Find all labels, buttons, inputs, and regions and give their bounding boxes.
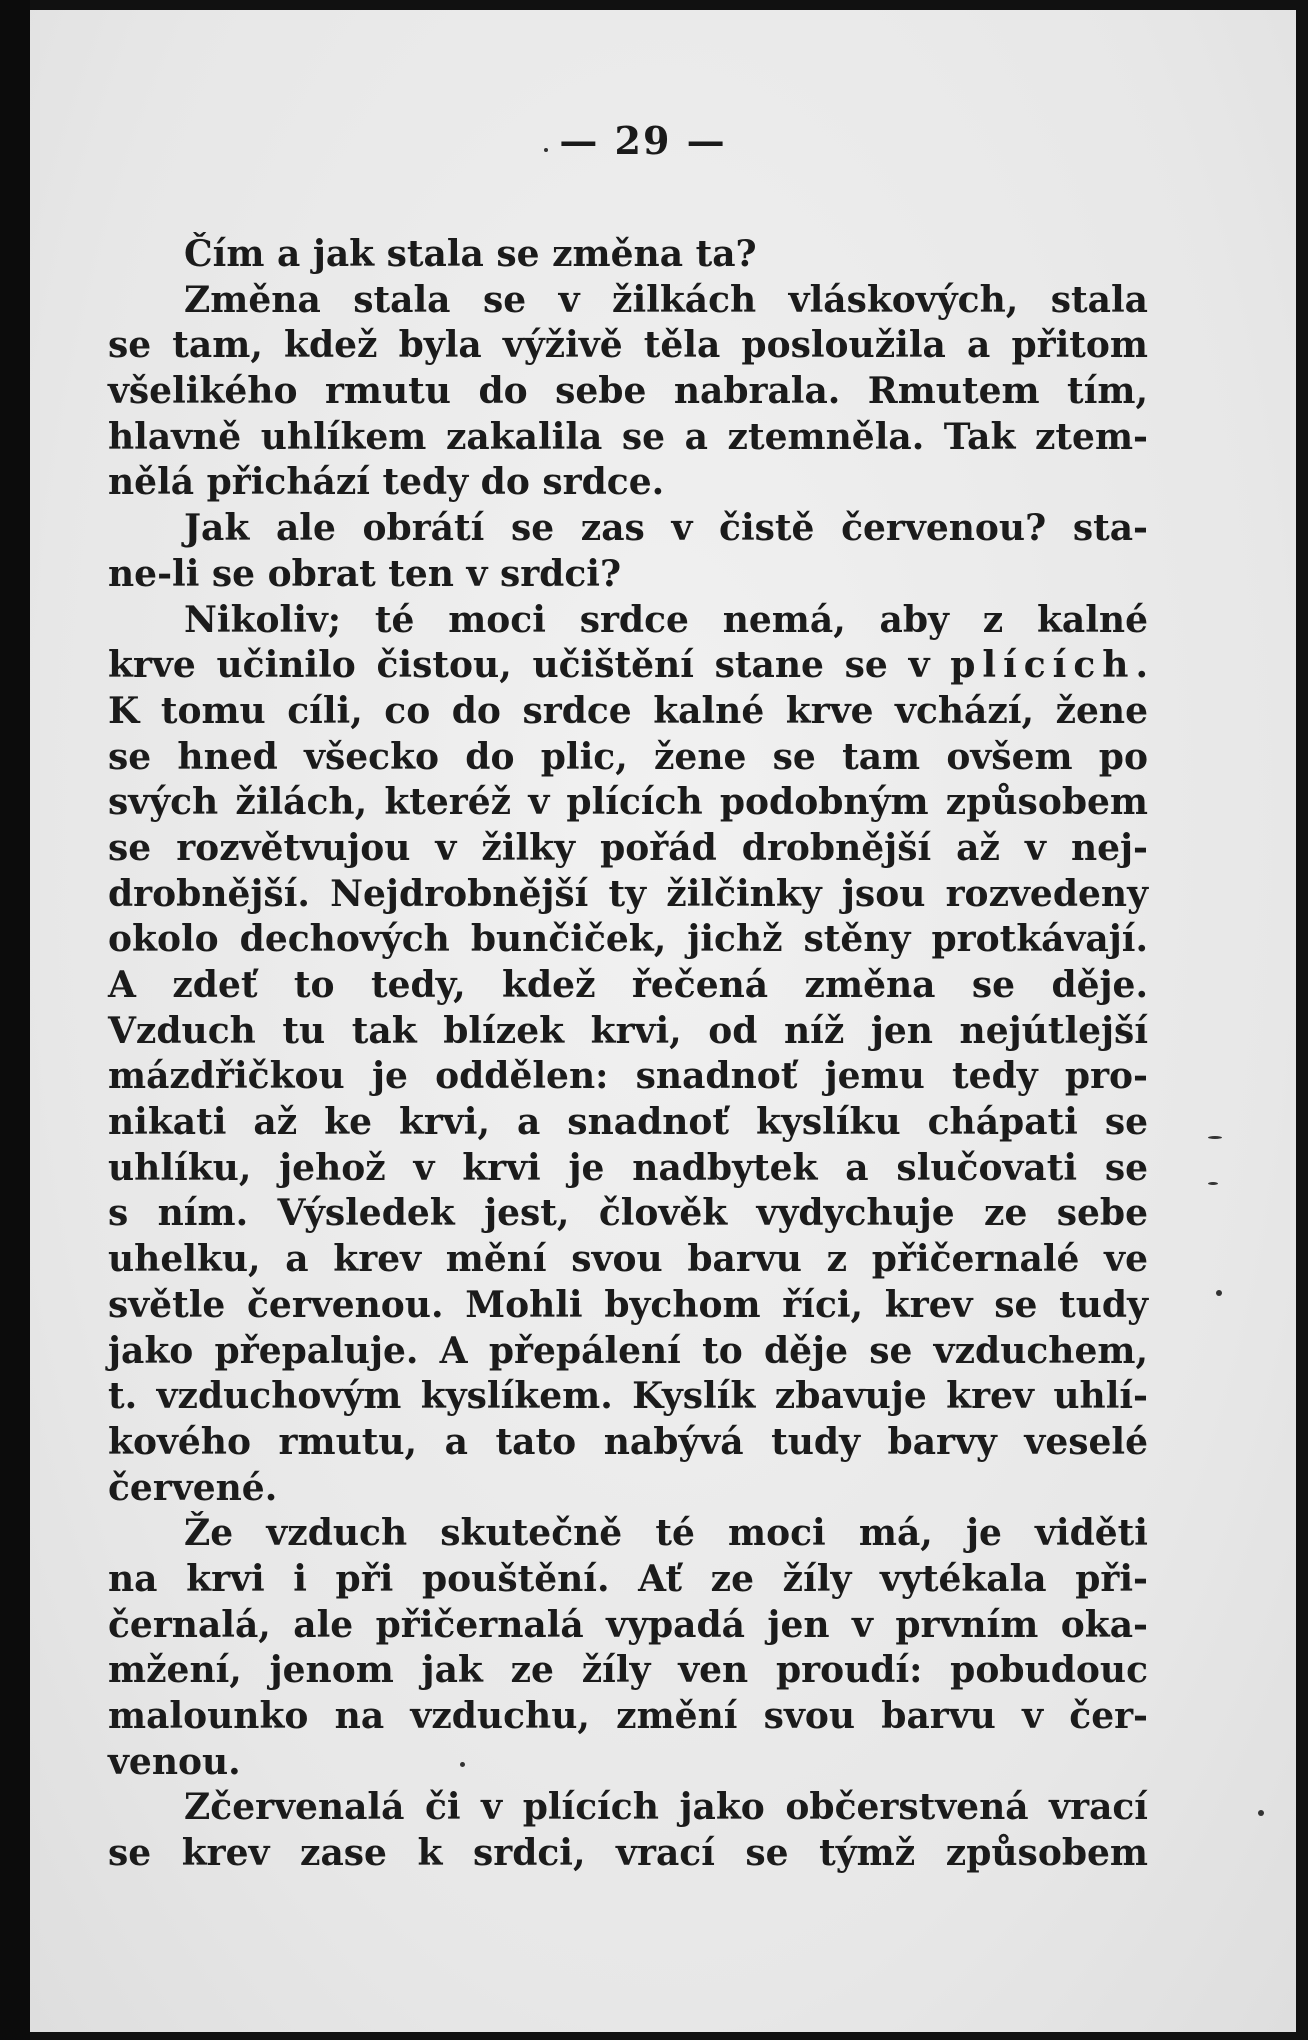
print-speck — [544, 148, 548, 152]
text-line: drobnější. Nejdrobnější ty žilčinky jsou rozvedeny — [108, 872, 1148, 915]
print-speck — [460, 1762, 465, 1767]
text-line: se krev zase k srdci, vrací se týmž způsobem — [108, 1832, 1148, 1875]
text-line: černalá, ale přičernalá vypadá jen v prvním oka- — [108, 1603, 1148, 1646]
text-line: svých žilách, kteréž v plících podobným způsobem — [108, 781, 1148, 824]
text-line: všelikého rmutu do sebe nabrala. Rmutem tím, — [108, 370, 1148, 413]
text-line: na krvi i při pouštění. Ať ze žíly vytékala při- — [108, 1557, 1148, 1600]
text-line: Jak ale obrátí se zas v čistě červenou? sta- — [184, 507, 1148, 550]
text-line: A zdeť to tedy, kdež řečená změna se děje. — [108, 964, 1148, 1006]
text-line: okolo dechových bunčiček, jichž stěny protkávají. — [108, 918, 1148, 961]
text-line: uhlíku, jehož v krvi je nadbytek a slučovati se — [108, 1146, 1148, 1189]
text-line: Změna stala se v žilkách vláskových, stala — [184, 278, 1148, 321]
text-line: se rozvětvujou v žilky pořád drobnější až v nej- — [108, 826, 1148, 869]
text-line: uhelku, a krev mění svou barvu z přičernalé ve — [108, 1238, 1148, 1281]
text-line: s ním. Výsledek jest, člověk vydychuje ze sebe — [108, 1192, 1148, 1235]
text-line: nikati až ke krvi, a snadnoť kyslíku chápati se — [108, 1101, 1148, 1144]
print-speck — [1208, 1182, 1218, 1185]
print-speck — [1216, 1290, 1222, 1296]
text-line: se hned všecko do plic, žene se tam ovšem po — [108, 735, 1148, 778]
spaced-emphasis: plících — [950, 644, 1136, 687]
print-speck — [1258, 1810, 1264, 1816]
text-line: t. vzduchovým kyslíkem. Kyslík zbavuje krev uhlí- — [108, 1375, 1148, 1418]
text-line: hlavně uhlíkem zakalila se a ztemněla. Tak ztem- — [108, 415, 1148, 458]
text-line: Nikoliv; té moci srdce nemá, aby z kalné — [184, 598, 1148, 641]
text-line: červené. — [108, 1466, 278, 1509]
text-line: kového rmutu, a tato nabývá tudy barvy veselé — [108, 1420, 1148, 1463]
scan-edge — [0, 0, 30, 2040]
text-line: mžení, jenom jak ze žíly ven proudí: pobudouc — [108, 1649, 1148, 1692]
text-line: malounko na vzduchu, změní svou barvu v čer- — [108, 1695, 1148, 1737]
text-line: Čím a jak stala se změna ta? — [184, 233, 757, 275]
text-line: ne-li se obrat ten v srdci? — [108, 552, 622, 595]
text-line — [108, 643, 1148, 689]
body-text — [108, 232, 1148, 1877]
text-line: mázdřičkou je oddělen: snadnoť jemu tedy pro- — [108, 1055, 1148, 1098]
text-line: nělá přichází tedy do srdce. — [108, 461, 665, 504]
text-line: Že vzduch skutečně té moci má, je viděti — [184, 1512, 1148, 1555]
text-line: K tomu cíli, co do srdce kalné krve vchází, žene — [108, 689, 1148, 732]
text-line: se tam, kdež byla výživě těla posloužila a přitom — [108, 324, 1148, 367]
page-number: — 29 — — [559, 118, 727, 163]
text-line: venou. — [108, 1740, 241, 1783]
print-speck — [1208, 1136, 1222, 1139]
book-page — [30, 10, 1296, 2032]
text-line: Zčervenalá či v plících jako občerstvená vrací — [184, 1786, 1148, 1829]
text-line: světle červenou. Mohli bychom říci, krev se tudy — [108, 1283, 1148, 1326]
text-line: jako přepaluje. A přepálení to děje se vzduchem, — [108, 1329, 1148, 1372]
text-segment: krve učinilo čistou, učištění stane se v — [108, 644, 951, 687]
text-line: Vzduch tu tak blízek krvi, od níž jen nejútlejší — [108, 1009, 1148, 1052]
text-segment: . — [1135, 644, 1148, 687]
